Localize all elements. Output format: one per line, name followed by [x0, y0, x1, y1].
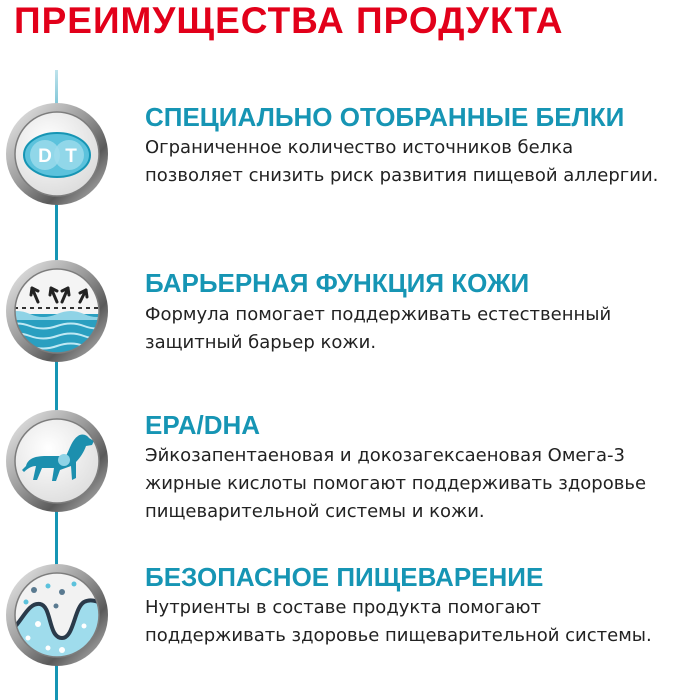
digestion-icon: [4, 562, 110, 668]
benefit-heading: БЕЗОПАСНОЕ ПИЩЕВАРЕНИЕ: [145, 562, 544, 592]
benefit-heading: БАРЬЕРНАЯ ФУНКЦИЯ КОЖИ: [145, 268, 530, 298]
benefit-description: Нутриенты в составе продукта помогают поддерживать здоровье пищеварительной системы.: [145, 597, 652, 646]
skin-barrier-icon: [4, 258, 110, 364]
protein-dt-icon: [4, 101, 110, 207]
benefit-heading: EPA/DHA: [145, 410, 261, 440]
dog-silhouette-icon: [4, 408, 110, 514]
benefit-description: Ограниченное количество источников белка позволяет снизить риск развития пищевой аллергии.: [145, 137, 659, 186]
benefit-description: Эйкозапентаеновая и докозагексаеновая Омега-3 жирные кислоты помогают поддерживать здоровье пищеварительной системы и кожи.: [145, 445, 647, 522]
benefit-heading: СПЕЦИАЛЬНО ОТОБРАННЫЕ БЕЛКИ: [145, 102, 625, 132]
letter-t: T: [65, 146, 77, 167]
letter-d: D: [38, 146, 52, 167]
page-title: ПРЕИМУЩЕСТВА ПРОДУКТА: [14, 0, 564, 41]
benefit-description: Формула помогает поддерживать естественный защитный барьер кожи.: [145, 304, 612, 353]
